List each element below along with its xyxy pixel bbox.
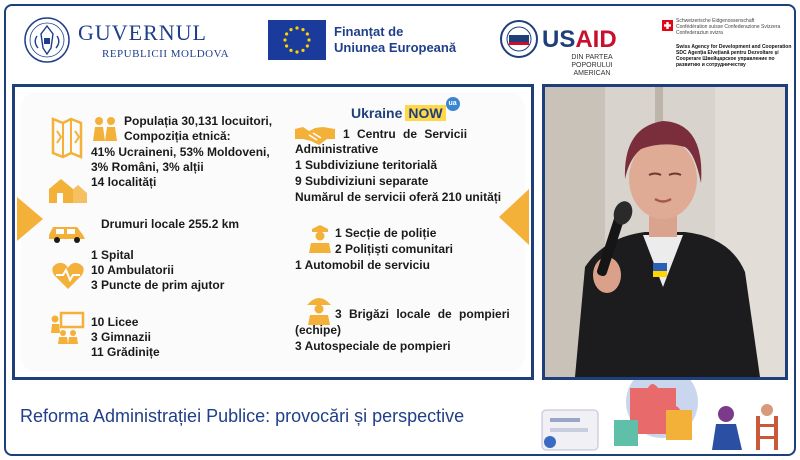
government-subtitle: REPUBLICII MOLDOVA (102, 48, 230, 60)
usaid-sub-2: AMERICAN (573, 70, 611, 77)
badge-now-text: NOW (405, 105, 445, 121)
police-line-1: 1 Secție de poliție (335, 226, 437, 240)
usaid-logo (500, 16, 640, 77)
eu-star (285, 44, 288, 47)
firefighter-icon (305, 293, 333, 325)
fire-line-2: (echipe) (295, 323, 342, 337)
health-line-1: 1 Spital (91, 248, 134, 262)
health-line-3: 3 Puncte de prim ajutor (91, 278, 225, 292)
right-arrow-decoration (499, 189, 529, 245)
slide-content (21, 93, 525, 371)
eu-star (306, 32, 309, 35)
usaid-subtitle (550, 54, 634, 78)
swiss-agency-text: Swiss Agency for Development and Cooperation SDC Agenția Elvețiană pentru Dezvoltare și Cooperare Швейцарское управление по развитию и сотрудничеству (676, 44, 792, 68)
police-line-2: 2 Polițiști comunitari (335, 242, 454, 256)
fire-line-3: 3 Autospeciale de pompieri (295, 339, 451, 353)
education-line-2: 3 Gimnazii (91, 330, 152, 344)
ethnic-line-2: 3% Români, 3% alții (91, 160, 204, 174)
car-icon (47, 221, 87, 243)
eu-star (301, 49, 304, 52)
eu-line-1: Finanțat de (334, 24, 404, 39)
speaker-image (545, 87, 785, 377)
police-officer-icon (307, 223, 333, 253)
admin-line-3: 1 Subdiviziune teritorială (295, 158, 438, 172)
map-icon (49, 115, 85, 161)
eu-funding-logo (268, 18, 478, 64)
admin-line-4: 9 Subdiviziuni separate (295, 174, 429, 188)
eu-funding-text (334, 24, 456, 56)
eu-star (283, 38, 286, 41)
roads-length: Drumuri locale 255.2 km (101, 217, 240, 231)
police-line-3: 1 Automobil de serviciu (295, 258, 430, 272)
ethnic-line-1: 41% Ucraineni, 53% Moldoveni, (91, 145, 270, 159)
classroom-icon (49, 311, 85, 345)
speaker-video (542, 84, 788, 380)
fire-line-1: 3 Brigăzi locale de pompieri (335, 307, 510, 321)
usaid-seal-icon (500, 20, 538, 58)
admin-line-5: Numărul de servicii oferă 210 unități (295, 190, 502, 204)
presentation-slide (12, 84, 534, 380)
eu-star (306, 44, 309, 47)
swiss-confederation-text: Schweizerische Eidgenossenschaft Confédération suisse Confederazione Svizzera Confederaziun svizra (676, 18, 781, 36)
usaid-name: USAID (542, 26, 617, 53)
population-line-1: Populația 30,131 locuitori, (124, 114, 273, 128)
left-arrow-decoration (17, 197, 43, 241)
logo-bar (10, 8, 792, 77)
eu-star (289, 49, 292, 52)
health-line-2: 10 Ambulatorii (91, 263, 174, 277)
eu-star (307, 38, 310, 41)
swiss-cross-icon (662, 20, 673, 31)
government-logo (24, 12, 234, 68)
education-line-1: 10 Licee (91, 315, 139, 329)
localities-count: 14 localități (91, 175, 157, 189)
ukraine-now-badge (351, 100, 457, 125)
eu-star (285, 32, 288, 35)
usaid-sub-1: DIN PARTEA POPORULUI (571, 54, 613, 69)
badge-ukraine-text: Ukraine (351, 105, 403, 121)
eu-star (289, 28, 292, 31)
heart-pulse-icon (51, 261, 85, 291)
eu-line-2: Uniunea Europeană (334, 40, 457, 55)
eu-flag-icon (268, 20, 326, 60)
event-title: Reforma Administrației Publice: provocări și perspective (20, 406, 465, 426)
eu-star (301, 28, 304, 31)
admin-line-1: 1 Centru de Servicii (343, 127, 468, 141)
puzzle-illustration (530, 380, 790, 452)
people-icon (91, 115, 119, 143)
eu-star (295, 26, 298, 29)
admin-line-2: Administrative (295, 142, 379, 156)
moldova-crest-icon (24, 14, 70, 66)
houses-icon (47, 175, 87, 205)
eu-star (295, 50, 298, 53)
government-title: GUVERNUL (78, 20, 207, 45)
population-line-2: Compoziția etnică: (124, 129, 231, 143)
education-line-3: 11 Grădinițe (91, 345, 160, 359)
swiss-sdc-logo (662, 18, 790, 68)
badge-ua-text: ua (446, 97, 460, 111)
